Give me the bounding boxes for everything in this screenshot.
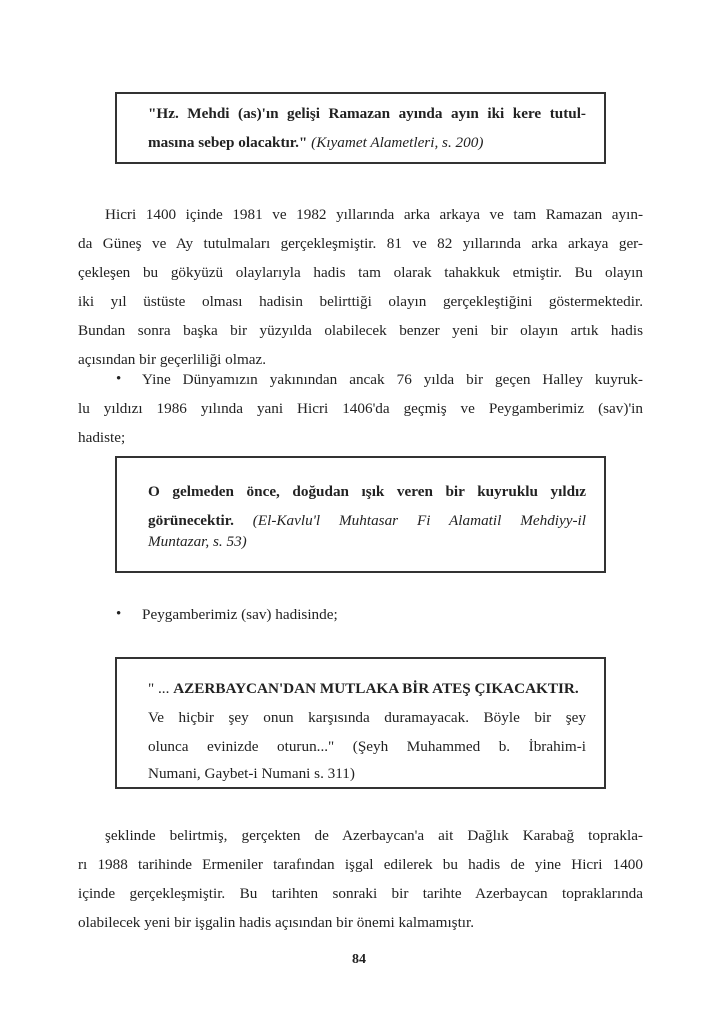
para1-line: Bundan sonra başka bir yüzyılda olabilecek benzer yeni bir olayın artık hadis xyxy=(78,322,643,339)
quote2-citation: (El-Kavlu'l Muhtasar Fi Alamatil Mehdiyy-il xyxy=(233,512,586,529)
bullet1-line: lu yıldızı 1986 yılında yani Hicri 1406'da geçmiş ve Peygamberimiz (sav)'in xyxy=(78,400,643,417)
bullet-icon: • xyxy=(116,371,122,387)
quote1-line1: "Hz. Mehdi (as)'ın gelişi Ramazan ayında ayın iki kere tutul- xyxy=(148,105,586,122)
quote3-line1 xyxy=(148,674,579,703)
quote1-text: masına sebep olacaktır." xyxy=(148,134,308,151)
para2-line: içinde gerçekleşmiştir. Bu tarihten sonraki bir tarihte Azerbaycan topraklarında xyxy=(78,885,643,902)
quote2-text: görünecektir. xyxy=(148,512,234,529)
para1-line: da Güneş ve Ay tutulmaları gerçekleşmiştir. 81 ve 82 yıllarında arka arkaya ger- xyxy=(78,235,643,252)
bullet1-line: Yine Dünyamızın yakınından ancak 76 yılda bir geçen Halley kuyruk- xyxy=(142,371,643,388)
bullet-icon: • xyxy=(116,606,122,622)
para1-line: Hicri 1400 içinde 1981 ve 1982 yıllarında arka arkaya ve tam Ramazan ayın- xyxy=(105,206,643,223)
quote1-citation: (Kıyamet Alametleri, s. 200) xyxy=(307,134,484,151)
bullet2-text: Peygamberimiz (sav) hadisinde; xyxy=(142,606,338,623)
para2-line: şeklinde belirtmiş, gerçekten de Azerbaycan'a ait Dağlık Karabağ toprakla- xyxy=(105,827,643,844)
page-number: 84 xyxy=(352,952,366,967)
para1-line: çekleşen bu gökyüzü olaylarıyla hadis tam olarak tahakkuk etmiştir. Bu olayın xyxy=(78,264,643,281)
quote3-line3: olunca evinizde oturun..." (Şeyh Muhammed b. İbrahim-i xyxy=(148,738,586,755)
quote3-line4: Numani, Gaybet-i Numani s. 311) xyxy=(148,765,355,782)
quote3-line2: Ve hiçbir şey onun karşısında duramayacak. Böyle bir şey xyxy=(148,709,586,726)
bullet1-line: hadiste; xyxy=(78,429,126,446)
quote3-headline: AZERBAYCAN'DAN MUTLAKA BİR ATEŞ ÇIKACAKTIR. xyxy=(173,680,579,697)
para1-line: açısından bir geçerliliği olmaz. xyxy=(78,351,267,368)
para2-line: olabilecek yeni bir işgalin hadis açısından bir önemi kalmamıştır. xyxy=(78,914,475,931)
para2-line: rı 1988 tarihinde Ermeniler tarafından işgal edilerek bu hadis de yine Hicri 1400 xyxy=(78,856,643,873)
quote2-line3: Muntazar, s. 53) xyxy=(148,533,247,550)
para1-line: iki yıl üstüste olması hadisin belirttiği olayın gerçekleştiğini göstermektedir. xyxy=(78,293,643,310)
quote3-prefix: " ... xyxy=(148,680,174,697)
quote2-line1: O gelmeden önce, doğudan ışık veren bir kuyruklu yıldız xyxy=(148,483,586,500)
quote1-line2 xyxy=(148,128,483,157)
